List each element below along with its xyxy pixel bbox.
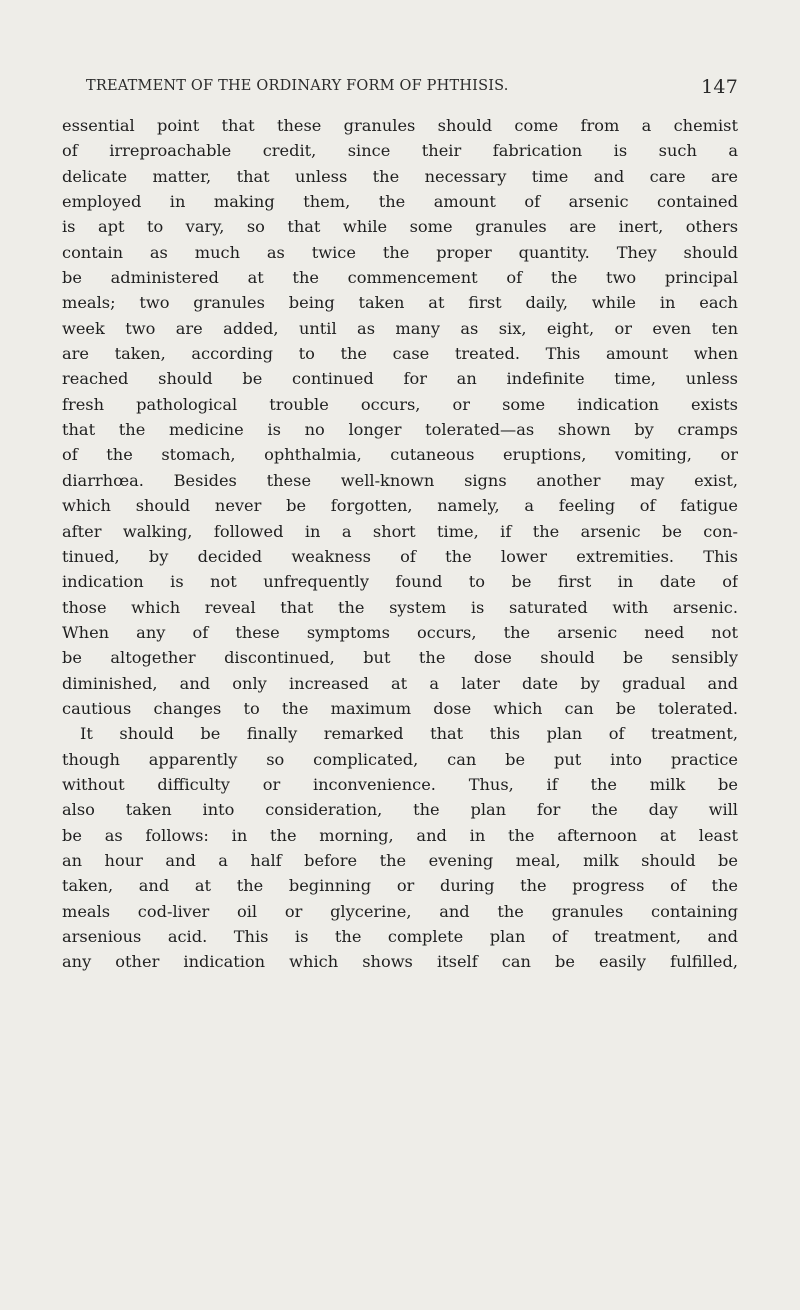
text-line: delicate matter, that unless the necessary time and care are: [62, 166, 738, 186]
text-line: meals; two granules being taken at first daily, while in each: [62, 293, 738, 313]
text-line: is apt to vary, so that while some granules are inert, others: [62, 217, 738, 237]
text-line: essential point that these granules should come from a chemist: [62, 116, 738, 135]
text-line: of irreproachable credit, since their fabrication is such a: [62, 141, 738, 161]
text-line: arsenious acid. This is the complete plan of treatment, and: [62, 927, 738, 946]
text-line: after walking, followed in a short time, if the arsenic be con-: [62, 521, 738, 541]
text-line: employed in making them, the amount of arsenic contained: [62, 192, 738, 212]
text-line: an hour and a half before the evening meal, milk should be: [62, 850, 738, 870]
text-line: It should be finally remarked that this plan of treatment,: [80, 724, 738, 744]
running-head: [60, 78, 740, 102]
text-line: also taken into consideration, the plan for the day will: [62, 800, 738, 820]
text-line: be as follows: in the morning, and in the afternoon at least: [62, 825, 738, 845]
text-line: reached should be continued for an indefinite time, unless: [62, 369, 738, 389]
text-line: week two are added, until as many as six, eight, or even ten: [62, 318, 738, 338]
text-line: be administered at the commencement of the two principal: [62, 268, 738, 288]
text-line: When any of these symptoms occurs, the arsenic need not: [62, 622, 738, 642]
text-line: diminished, and only increased at a later date by gradual and: [62, 673, 738, 693]
text-line: cautious changes to the maximum dose which can be tolerated.: [62, 698, 738, 718]
text-line: be altogether discontinued, but the dose should be sensibly: [62, 648, 738, 668]
page-number: 147: [701, 76, 738, 98]
text-line: are taken, according to the case treated. This amount when: [62, 344, 738, 364]
text-line: meals cod-liver oil or glycerine, and the granules containing: [62, 901, 738, 921]
text-line: without difficulty or inconvenience. Thus, if the milk be: [62, 774, 738, 794]
text-line: which should never be forgotten, namely, a feeling of fatigue: [62, 496, 738, 516]
text-line: taken, and at the beginning or during the progress of the: [62, 876, 738, 896]
text-line: though apparently so complicated, can be put into practice: [62, 749, 738, 769]
text-line: fresh pathological trouble occurs, or some indication exists: [62, 394, 738, 414]
running-head-title: TREATMENT OF THE ORDINARY FORM OF PHTHISIS.: [86, 78, 509, 94]
text-line: that the medicine is no longer tolerated—as shown by cramps: [62, 420, 738, 440]
text-line: contain as much as twice the proper quantity. They should: [62, 242, 738, 262]
text-line: tinued, by decided weakness of the lower extremities. This: [62, 546, 738, 566]
text-line: indication is not unfrequently found to be first in date of: [62, 572, 738, 592]
text-line: of the stomach, ophthalmia, cutaneous eruptions, vomiting, or: [62, 445, 738, 465]
body-text: [62, 113, 738, 975]
text-line: those which reveal that the system is saturated with arsenic.: [62, 597, 738, 617]
text-line: any other indication which shows itself can be easily fulfilled,: [62, 952, 738, 972]
text-line: diarrhœa. Besides these well-known signs another may exist,: [62, 470, 738, 490]
